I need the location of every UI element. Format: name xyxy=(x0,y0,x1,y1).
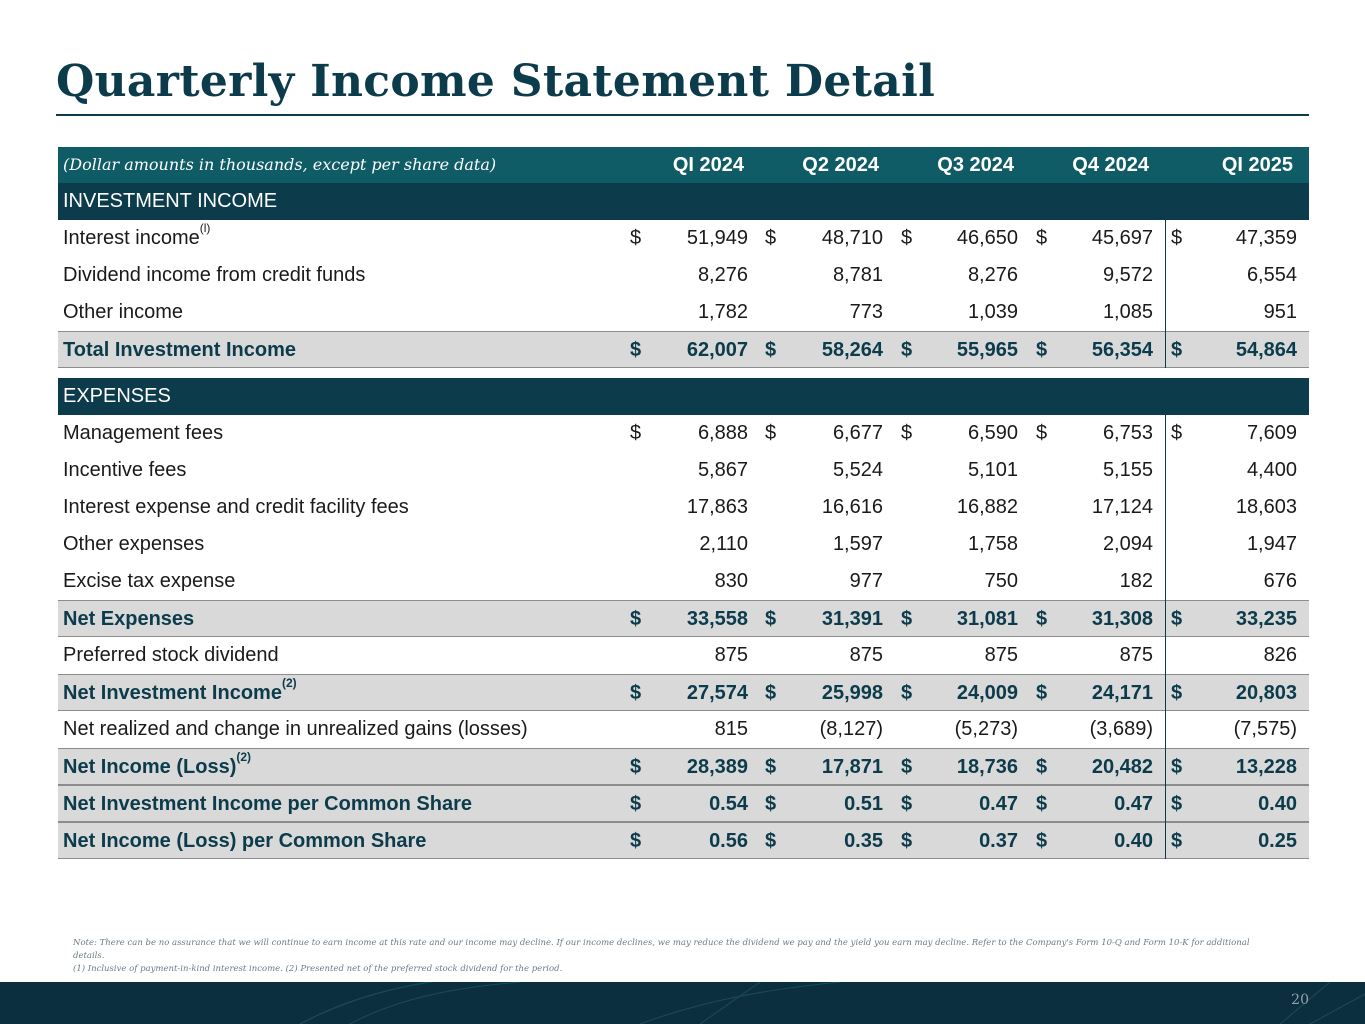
value-cell: 2,110 xyxy=(699,533,748,555)
total-row xyxy=(58,785,1309,822)
value-cell: 6,677 xyxy=(832,422,883,444)
currency-symbol: $ xyxy=(1036,830,1048,852)
value-cell: 56,354 xyxy=(1091,339,1153,361)
row-label: Other income xyxy=(63,301,184,323)
currency-symbol: $ xyxy=(630,422,642,444)
currency-symbol: $ xyxy=(901,830,913,852)
currency-symbol: $ xyxy=(1036,227,1048,249)
value-cell: 20,482 xyxy=(1091,756,1153,778)
value-cell: 18,736 xyxy=(956,756,1018,778)
currency-symbol: $ xyxy=(901,339,913,361)
row-label: Total Investment Income xyxy=(63,339,297,361)
table-row xyxy=(58,637,1309,674)
value-cell: 28,389 xyxy=(686,756,748,778)
row-label: Dividend income from credit funds xyxy=(63,264,366,286)
value-cell: 6,590 xyxy=(967,422,1018,444)
title-divider xyxy=(56,114,1309,116)
value-cell: 16,882 xyxy=(956,496,1018,518)
page-title: Quarterly Income Statement Detail xyxy=(56,56,936,107)
value-cell: 5,867 xyxy=(697,459,748,481)
table-row xyxy=(58,220,1309,257)
value-cell: 5,155 xyxy=(1102,459,1153,481)
value-cell: 8,276 xyxy=(697,264,748,286)
value-cell: 9,572 xyxy=(1102,264,1153,286)
currency-symbol: $ xyxy=(901,793,913,815)
value-cell: (5,273) xyxy=(954,718,1018,740)
currency-symbol: $ xyxy=(1036,756,1048,778)
currency-symbol: $ xyxy=(1171,422,1183,444)
value-cell: 51,949 xyxy=(686,227,748,249)
currency-symbol: $ xyxy=(765,756,777,778)
value-cell: 951 xyxy=(1263,301,1297,323)
value-cell: 875 xyxy=(1119,644,1153,666)
currency-symbol: $ xyxy=(1171,608,1183,630)
value-cell: 58,264 xyxy=(821,339,883,361)
value-cell: 17,124 xyxy=(1091,496,1153,518)
currency-symbol: $ xyxy=(765,227,777,249)
value-cell: 750 xyxy=(984,570,1018,592)
row-label: Interest income$^{(l)}$ xyxy=(63,221,211,249)
total-row xyxy=(58,331,1309,368)
column-header-q3-2024: Q3 2024 xyxy=(937,154,1014,176)
value-cell: 55,965 xyxy=(956,339,1018,361)
value-cell: 5,101 xyxy=(967,459,1018,481)
total-row xyxy=(58,674,1309,711)
value-cell: 676 xyxy=(1263,570,1297,592)
value-cell: 182 xyxy=(1119,570,1153,592)
footnote-marker: (2) xyxy=(236,750,252,764)
currency-symbol: $ xyxy=(1036,422,1048,444)
currency-symbol: $ xyxy=(765,682,777,704)
value-cell: 31,308 xyxy=(1091,608,1153,630)
value-cell: 826 xyxy=(1263,644,1297,666)
value-cell: 13,228 xyxy=(1235,756,1297,778)
total-row xyxy=(58,748,1309,785)
currency-symbol: $ xyxy=(765,608,777,630)
table-row xyxy=(58,415,1309,452)
currency-symbol: $ xyxy=(1036,608,1048,630)
value-cell: 31,081 xyxy=(956,608,1018,630)
value-cell: 6,753 xyxy=(1102,422,1153,444)
currency-symbol: $ xyxy=(1036,793,1048,815)
value-cell: 1,947 xyxy=(1246,533,1297,555)
value-cell: 0.54 xyxy=(709,793,748,815)
value-cell: 24,009 xyxy=(956,682,1018,704)
footnote-marker: (l) xyxy=(199,221,211,235)
row-label: Incentive fees xyxy=(63,459,187,481)
table-row xyxy=(58,711,1309,748)
value-cell: 0.40 xyxy=(1258,793,1297,815)
value-cell: 1,597 xyxy=(832,533,883,555)
currency-symbol: $ xyxy=(765,422,777,444)
currency-symbol: $ xyxy=(1036,682,1048,704)
value-cell: 0.35 xyxy=(844,830,883,852)
currency-symbol: $ xyxy=(630,830,642,852)
currency-symbol: $ xyxy=(630,608,642,630)
table-header-row xyxy=(58,147,1309,183)
currency-symbol: $ xyxy=(765,830,777,852)
currency-symbol: $ xyxy=(630,793,642,815)
row-label: Net Income (Loss)$^{(2)}$ xyxy=(63,750,252,778)
value-cell: 0.40 xyxy=(1114,830,1153,852)
value-cell: 1,085 xyxy=(1102,301,1153,323)
value-cell: 875 xyxy=(984,644,1018,666)
row-label: Excise tax expense xyxy=(63,570,236,592)
column-header-q4-2024: Q4 2024 xyxy=(1072,154,1149,176)
currency-symbol: $ xyxy=(901,227,913,249)
value-cell: 46,650 xyxy=(956,227,1018,249)
value-cell: 815 xyxy=(714,718,748,740)
currency-symbol: $ xyxy=(765,339,777,361)
column-header-q1-2025: QI 2025 xyxy=(1221,154,1293,176)
footnote xyxy=(73,937,1283,976)
value-cell: 6,554 xyxy=(1246,264,1297,286)
value-cell: 4,400 xyxy=(1246,459,1297,481)
currency-symbol: $ xyxy=(630,227,642,249)
currency-symbol: $ xyxy=(901,608,913,630)
currency-symbol: $ xyxy=(1171,756,1183,778)
currency-symbol: $ xyxy=(1171,227,1183,249)
value-cell: 17,871 xyxy=(821,756,883,778)
currency-symbol: $ xyxy=(1171,682,1183,704)
value-cell: 47,359 xyxy=(1235,227,1297,249)
value-cell: 773 xyxy=(849,301,883,323)
column-divider xyxy=(1165,415,1166,859)
value-cell: 54,864 xyxy=(1235,339,1297,361)
value-cell: (3,689) xyxy=(1089,718,1153,740)
units-caption: (Dollar amounts in thousands, except per share data) xyxy=(63,155,497,174)
section-gap xyxy=(58,368,1309,378)
value-cell: 875 xyxy=(714,644,748,666)
row-label: Preferred stock dividend xyxy=(63,644,279,666)
value-cell: 0.56 xyxy=(709,830,748,852)
total-row xyxy=(58,822,1309,859)
value-cell: 17,863 xyxy=(686,496,748,518)
row-label: Net Income (Loss) per Common Share xyxy=(63,830,427,852)
value-cell: 6,888 xyxy=(697,422,748,444)
currency-symbol: $ xyxy=(765,793,777,815)
column-header-q1-2024: QI 2024 xyxy=(672,154,744,176)
currency-symbol: $ xyxy=(1171,830,1183,852)
footnote-marker: (2) xyxy=(281,676,297,690)
value-cell: 977 xyxy=(849,570,883,592)
footnote-definitions: (1) Inclusive of payment-in-kind interest income. (2) Presented net of the preferred stock dividend for the period. xyxy=(73,964,563,974)
table-row xyxy=(58,257,1309,294)
table-row xyxy=(58,563,1309,600)
value-cell: 0.51 xyxy=(844,793,883,815)
section-header-investment-income xyxy=(58,183,1309,220)
value-cell: 5,524 xyxy=(832,459,883,481)
value-cell: (7,575) xyxy=(1233,718,1297,740)
value-cell: 33,558 xyxy=(686,608,748,630)
value-cell: 20,803 xyxy=(1235,682,1297,704)
value-cell: 24,171 xyxy=(1091,682,1153,704)
value-cell: 25,998 xyxy=(821,682,883,704)
table-row xyxy=(58,489,1309,526)
value-cell: (8,127) xyxy=(819,718,883,740)
currency-symbol: $ xyxy=(901,682,913,704)
value-cell: 48,710 xyxy=(821,227,883,249)
currency-symbol: $ xyxy=(901,422,913,444)
row-label: Net Investment Income per Common Share xyxy=(63,793,472,815)
total-row xyxy=(58,600,1309,637)
table-row xyxy=(58,452,1309,489)
value-cell: 0.47 xyxy=(1114,793,1153,815)
currency-symbol: $ xyxy=(630,682,642,704)
table-row xyxy=(58,294,1309,331)
row-label: Management fees xyxy=(63,422,224,444)
value-cell: 18,603 xyxy=(1235,496,1297,518)
value-cell: 0.37 xyxy=(979,830,1018,852)
value-cell: 1,782 xyxy=(697,301,748,323)
section-header-expenses xyxy=(58,378,1309,415)
value-cell: 16,616 xyxy=(821,496,883,518)
column-divider xyxy=(1165,220,1166,368)
value-cell: 0.47 xyxy=(979,793,1018,815)
row-label: Interest expense and credit facility fees xyxy=(63,496,409,518)
currency-symbol: $ xyxy=(630,339,642,361)
value-cell: 27,574 xyxy=(686,682,748,704)
value-cell: 875 xyxy=(849,644,883,666)
column-header-q2-2024: Q2 2024 xyxy=(802,154,879,176)
value-cell: 0.25 xyxy=(1258,830,1297,852)
value-cell: 62,007 xyxy=(686,339,748,361)
currency-symbol: $ xyxy=(1171,793,1183,815)
footnote-disclaimer: Note: There can be no assurance that we will continue to earn income at this rate and our income may decline. If our income declines, we may reduce the dividend we pay and the yield you earn may decline. Refer to the Company's Form 10-Q and Form 10-K for additional details. xyxy=(73,938,1250,961)
footer-band xyxy=(0,982,1365,1024)
section-label: EXPENSES xyxy=(63,385,171,407)
currency-symbol: $ xyxy=(1171,339,1183,361)
table-row xyxy=(58,526,1309,563)
value-cell: 1,039 xyxy=(967,301,1018,323)
value-cell: 8,276 xyxy=(967,264,1018,286)
value-cell: 45,697 xyxy=(1091,227,1153,249)
value-cell: 7,609 xyxy=(1246,422,1297,444)
row-label: Net realized and change in unrealized gains (losses) xyxy=(63,718,528,740)
footer-decoration xyxy=(0,982,1365,1024)
income-statement-table xyxy=(58,147,1309,859)
row-label: Net Expenses xyxy=(63,608,195,630)
page-number: 20 xyxy=(1291,992,1309,1008)
currency-symbol: $ xyxy=(901,756,913,778)
value-cell: 31,391 xyxy=(821,608,883,630)
currency-symbol: $ xyxy=(630,756,642,778)
row-label: Net Investment Income$^{(2)}$ xyxy=(63,676,297,704)
value-cell: 1,758 xyxy=(967,533,1018,555)
section-label: INVESTMENT INCOME xyxy=(63,190,278,212)
row-label: Other expenses xyxy=(63,533,205,555)
value-cell: 8,781 xyxy=(832,264,883,286)
value-cell: 2,094 xyxy=(1102,533,1153,555)
value-cell: 33,235 xyxy=(1235,608,1297,630)
currency-symbol: $ xyxy=(1036,339,1048,361)
value-cell: 830 xyxy=(714,570,748,592)
